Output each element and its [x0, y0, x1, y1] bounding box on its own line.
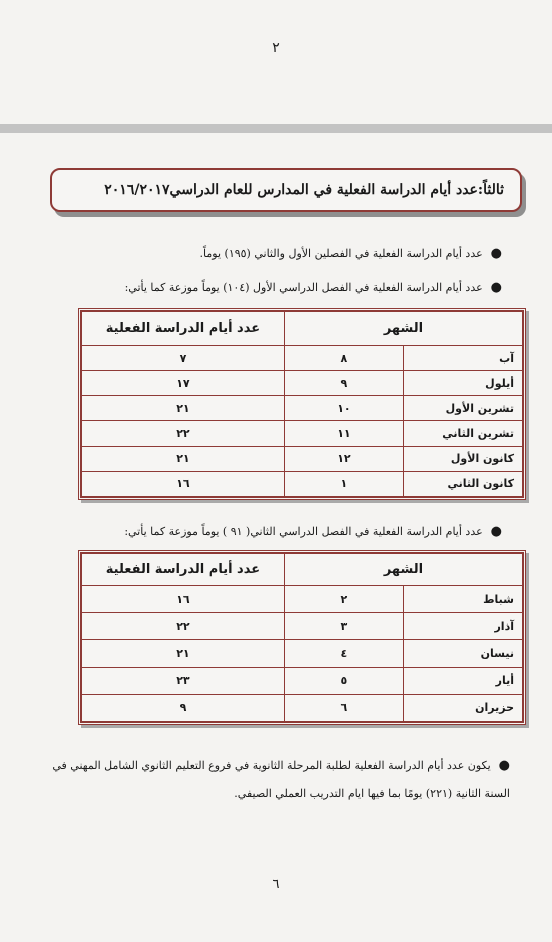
days-cell: ٢٢ [82, 613, 285, 640]
month-number-cell: ٢ [284, 586, 403, 613]
days-cell: ٢١ [82, 446, 285, 471]
month-cell: كانون الثاني [403, 471, 522, 496]
final-paragraph-text: يكون عدد أيام الدراسة الفعلية لطلبة المرحلة الثانوية في فروع التعليم الثانوي الشامل المهني في السنة الثانية (٢٢١) يومًا بما فيها ايام التدريب العملي الصيفي. [52, 759, 510, 800]
column-header-month: الشهر [284, 554, 522, 586]
column-header-month: الشهر [284, 312, 522, 346]
first-semester-table [78, 308, 526, 500]
month-cell: تشرين الثاني [403, 421, 522, 446]
month-number-cell: ١٠ [284, 396, 403, 421]
bullet-dot-icon: ● [490, 280, 502, 295]
month-number-cell: ٣ [284, 613, 403, 640]
days-cell: ٧ [82, 346, 285, 371]
table-row [82, 640, 523, 667]
table-row [82, 371, 523, 396]
month-cell: آذار [403, 613, 522, 640]
column-header-days: عدد أيام الدراسة الفعلية [82, 312, 285, 346]
month-cell: شباط [403, 586, 522, 613]
bullet-item-1 [200, 246, 502, 261]
separator-bar [0, 124, 552, 133]
month-cell: حزيران [403, 694, 522, 721]
days-cell: ٢٢ [82, 421, 285, 446]
month-number-cell: ٦ [284, 694, 403, 721]
bullet-item-2 [125, 280, 502, 295]
month-cell: تشرين الأول [403, 396, 522, 421]
days-cell: ٢١ [82, 396, 285, 421]
final-paragraph [40, 752, 510, 808]
month-number-cell: ٤ [284, 640, 403, 667]
days-cell: ١٧ [82, 371, 285, 396]
month-cell: نيسان [403, 640, 522, 667]
days-cell: ١٦ [82, 471, 285, 496]
table-row [82, 471, 523, 496]
table-row [82, 421, 523, 446]
month-number-cell: ١٢ [284, 446, 403, 471]
bullet-item-3 [124, 524, 502, 539]
month-cell: أيار [403, 667, 522, 694]
month-cell: كانون الأول [403, 446, 522, 471]
table-row [82, 396, 523, 421]
month-cell: آب [403, 346, 522, 371]
table-row [82, 346, 523, 371]
days-cell: ١٦ [82, 586, 285, 613]
month-number-cell: ١١ [284, 421, 403, 446]
table-row [82, 446, 523, 471]
month-number-cell: ١ [284, 471, 403, 496]
month-number-cell: ٥ [284, 667, 403, 694]
bullet-text: عدد أيام الدراسة الفعلية في الفصلين الأول والثاني (١٩٥) يوماً. [199, 247, 483, 260]
days-cell: ٢٣ [82, 667, 285, 694]
bullet-dot-icon: ● [490, 246, 502, 261]
page-top-number: ٢ [272, 40, 280, 56]
month-cell: أيلول [403, 371, 522, 396]
section-heading: ثالثاً:عدد أيام الدراسة الفعلية في المدارس للعام الدراسي٢٠١٦/٢٠١٧ [104, 182, 504, 198]
table-row [82, 667, 523, 694]
table-row [82, 613, 523, 640]
page-bottom-number: ٦ [272, 877, 280, 892]
bullet-text: عدد أيام الدراسة الفعلية في الفصل الدراسي الأول (١٠٤) يوماً موزعة كما يأتي: [124, 281, 483, 294]
month-number-cell: ٨ [284, 346, 403, 371]
bullet-dot-icon: ● [498, 758, 510, 773]
second-semester-table [78, 550, 526, 725]
section-heading-box [50, 168, 522, 212]
table-row [82, 586, 523, 613]
days-cell: ٩ [82, 694, 285, 721]
bullet-dot-icon: ● [490, 524, 502, 539]
table-row [82, 694, 523, 721]
bullet-text: عدد أيام الدراسة الفعلية في الفصل الدراسي الثاني( ٩١ ) يوماً موزعة كما يأتي: [124, 525, 483, 538]
column-header-days: عدد أيام الدراسة الفعلية [82, 554, 285, 586]
month-number-cell: ٩ [284, 371, 403, 396]
days-cell: ٢١ [82, 640, 285, 667]
